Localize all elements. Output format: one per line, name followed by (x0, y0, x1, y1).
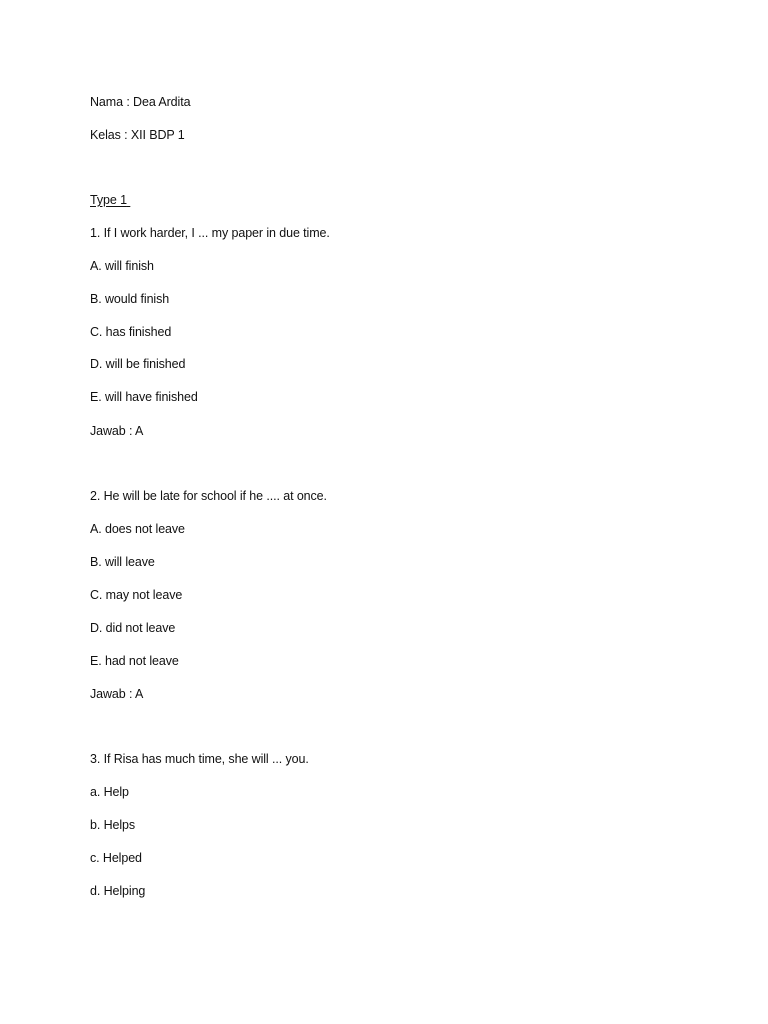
question-1-option-d: D. will be finished (90, 357, 186, 371)
question-2-text: 2. He will be late for school if he .... at once. (90, 489, 327, 503)
question-3-option-b: b. Helps (90, 818, 136, 832)
question-1-answer: Jawab : A (90, 424, 144, 438)
question-2-option-b: B. will leave (90, 555, 155, 569)
section-title: Type 1 (90, 193, 127, 207)
question-1-option-e: E. will have finished (90, 390, 198, 404)
question-3-option-a: a. Help (90, 785, 129, 799)
question-2-option-d: D. did not leave (90, 621, 176, 635)
question-1-option-b: B. would finish (90, 292, 170, 306)
student-name: Nama : Dea Ardita (90, 95, 191, 109)
question-2-option-e: E. had not leave (90, 654, 179, 668)
question-3-option-c: c. Helped (90, 851, 142, 865)
question-2-answer: Jawab : A (90, 687, 144, 701)
question-3-text: 3. If Risa has much time, she will ... you. (90, 752, 309, 766)
student-class: Kelas : XII BDP 1 (90, 128, 185, 142)
question-1-option-a: A. will finish (90, 259, 154, 273)
question-1-text: 1. If I work harder, I ... my paper in due time. (90, 226, 330, 240)
question-2-option-c: C. may not leave (90, 588, 183, 602)
question-3-option-d: d. Helping (90, 884, 146, 898)
question-1-option-c: C. has finished (90, 325, 172, 339)
question-2-option-a: A. does not leave (90, 522, 185, 536)
